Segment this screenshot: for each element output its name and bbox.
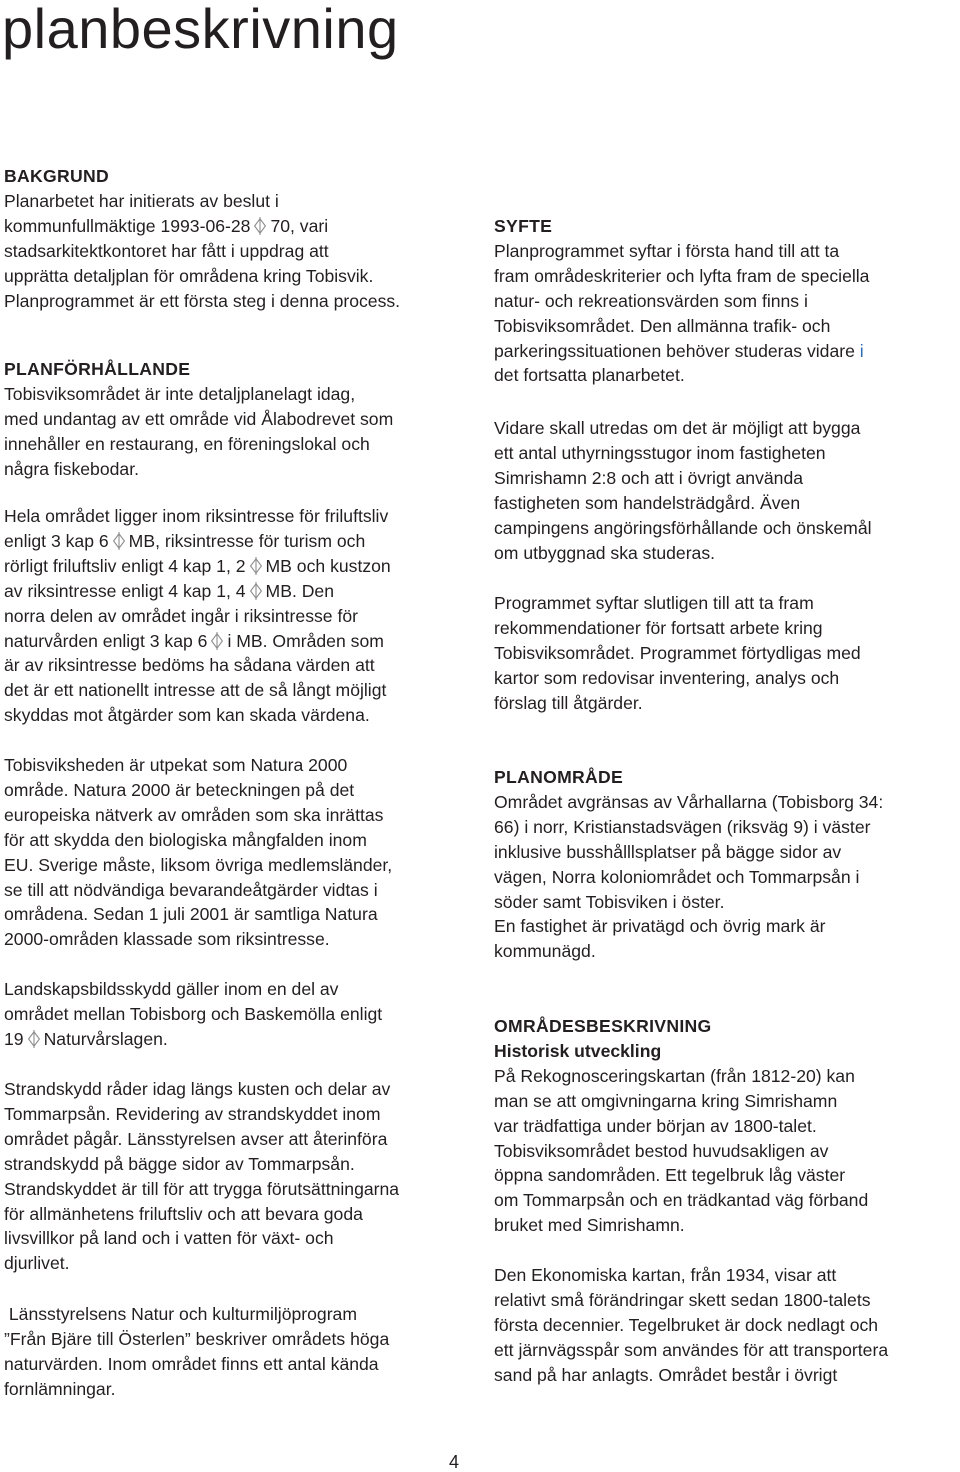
text-line: Strandskydd råder idag längs kusten och delar av (4, 1079, 391, 1099)
text-line: livsvillkor på land och i vatten för växt- och (4, 1228, 334, 1249)
text-line: om utbyggnad ska studeras. (494, 542, 716, 563)
heading-bakgrund: BAKGRUND (4, 166, 110, 186)
text-line: Tobisviksområdet. Den allmänna trafik- och (494, 315, 831, 336)
text-fragment: parkeringssituationen behöver studeras vidare (494, 340, 855, 361)
text-line: Planprogrammet syftar i första hand till att ta (494, 240, 840, 261)
text-line: Programmet syftar slutligen till att ta fram (494, 593, 814, 613)
text-line: Landskapsbildsskydd gäller inom en del av (4, 979, 339, 999)
text-line: Tobisviksområdet. Programmet förtydligas med (494, 642, 861, 663)
page-title: planbeskrivning (2, 0, 399, 60)
text-line: områdena. Sedan 1 juli 2001 är samtliga Natura (4, 904, 378, 925)
text-line: området pågår. Länsstyrelsen avser att återinföra (4, 1128, 388, 1149)
text-line: natur- och rekreationsvärden som finns i (494, 290, 808, 311)
section-omradesbeskrivning (494, 1014, 868, 1238)
text-line: se till att nödvändiga bevarandeåtgärder vidtas i (4, 879, 378, 900)
text-line: man se att omgivningarna kring Simrishamn (494, 1090, 838, 1111)
highlighted-letter: i (859, 340, 864, 361)
text-line: är av riksintresse bedöms ha sådana värden att (4, 655, 375, 676)
heading-syfte: SYFTE (494, 216, 553, 236)
text-line: Tobisviksområdet bestod huvudsakligen av (494, 1140, 829, 1161)
text-line: 2000-områden klassade som riksintresse. (4, 929, 330, 950)
text-line: Tobisviksområdet är inte detaljplanelagt idag, (4, 383, 356, 404)
text-line: EU. Sverige måste, liksom övriga medlemsländer, (4, 854, 393, 875)
text-line: Tobisviksheden är utpekat som Natura 2000 (4, 755, 348, 775)
text-line: stadsarkitektkontoret har fått i uppdrag att (4, 240, 329, 261)
section-vidare (494, 416, 872, 565)
text-line: vägen, Norra koloniområdet och Tommarpsån i (494, 866, 860, 887)
section-strandskydd (4, 1077, 399, 1276)
text-line: ”Från Bjäre till Österlen” beskriver områdets höga (4, 1328, 390, 1349)
section-planforhallande (4, 357, 393, 482)
text-line: kartor som redovisar inventering, analys och (494, 667, 840, 688)
text-line: Simrishamn 2:8 och att i övrigt använda (494, 467, 804, 488)
text-fragment: naturvården enligt 3 kap 6 (4, 630, 208, 651)
text-line: ett järnvägsspår som användes för att transportera (494, 1339, 889, 1360)
text-fragment: i MB. Områden som (227, 630, 384, 651)
text-fragment: 19 (4, 1028, 24, 1049)
text-line: för att skydda den biologiska mångfalden inom (4, 829, 367, 850)
text-line: fastigheten som handelsträdgård. Även (494, 492, 801, 513)
section-planomrade (494, 765, 883, 964)
text-line: relativt små förändringar skett sedan 1800-talets (494, 1289, 871, 1310)
text-fragment: enligt 3 kap 6 (4, 530, 109, 551)
section-riksintresse (4, 504, 391, 728)
text-fragment: MB, riksintresse för turism och (128, 530, 366, 551)
text-line: söder samt Tobisviken i öster. (494, 891, 725, 912)
heading-planforhallande: PLANFÖRHÅLLANDE (4, 359, 191, 379)
text-line: Vidare skall utredas om det är möjligt att bygga (494, 418, 861, 438)
section-sign-icon (249, 582, 263, 600)
text-line: inklusive busshålllsplatser på bägge sidor av (494, 841, 842, 862)
section-natura (4, 753, 392, 952)
text-line: om Tommarpsån och en trädkantad väg förband (494, 1190, 869, 1211)
section-syfte (494, 214, 869, 388)
text-line: Hela området ligger inom riksintresse för friluftsliv (4, 506, 389, 526)
text-line: kommunägd. (494, 941, 596, 962)
text-line: upprätta detaljplan för områdena kring Tobisvik. (4, 265, 374, 286)
text-line (4, 214, 400, 239)
text-line: naturvärden. Inom området finns ett antal kända (4, 1353, 379, 1374)
text-line: det är ett nationellt intresse att de så långt möjligt (4, 680, 387, 701)
text-line: rekommendationer för fortsatt arbete kring (494, 617, 823, 638)
heading-planomrade: PLANOMRÅDE (494, 767, 624, 787)
heading-omradesbeskrivning: OMRÅDESBESKRIVNING (494, 1016, 712, 1036)
text-line: Strandskyddet är till för att trygga förutsättningarna (4, 1178, 400, 1199)
text-line: första decennier. Tegelbruket är dock nedlagt och (494, 1314, 879, 1335)
text-line: norra delen av området ingår i riksintresse för (4, 605, 358, 626)
subheading-historisk-utveckling: Historisk utveckling (494, 1040, 662, 1061)
text-line: Området avgränsas av Vårhallarna (Tobisborg 34: (494, 791, 884, 812)
section-landskapsbildsskydd (4, 977, 382, 1052)
text-fragment: rörligt friluftsliv enligt 4 kap 1, 2 (4, 555, 246, 576)
text-line (4, 554, 391, 579)
text-line: var trädfattiga under början av 1800-talet. (494, 1115, 817, 1136)
text-line: Planprogrammet är ett första steg i denna process. (4, 290, 401, 311)
section-sign-icon (249, 557, 263, 575)
section-ekonomiska-kartan (494, 1263, 888, 1388)
text-line (4, 1027, 382, 1052)
text-line: skyddas mot åtgärder som kan skada värdena. (4, 705, 370, 726)
text-line: ett antal uthyrningsstugor inom fastigheten (494, 442, 826, 463)
text-line: område. Natura 2000 är beteckningen på det (4, 779, 355, 800)
text-line: fram områdeskriterier och lyfta fram de speciella (494, 265, 870, 286)
section-bakgrund (4, 164, 400, 313)
text-line: En fastighet är privatägd och övrig mark är (494, 916, 826, 937)
section-sign-icon (27, 1030, 41, 1048)
text-fragment: av riksintresse enligt 4 kap 1, 4 (4, 580, 246, 601)
text-line: öppna sandområden. Ett tegelbruk låg väster (494, 1165, 846, 1186)
text-fragment: MB och kustzon (265, 555, 391, 576)
text-fragment: 70, vari (270, 215, 329, 236)
text-line: förslag till åtgärder. (494, 692, 643, 713)
text-line: området mellan Tobisborg och Baskemölla enligt (4, 1003, 383, 1024)
text-line (494, 339, 869, 364)
section-sign-icon (210, 632, 224, 650)
text-line: Den Ekonomiska kartan, från 1934, visar att (494, 1265, 837, 1285)
text-line (4, 629, 391, 654)
text-line: strandskydd på bägge sidor av Tommarpsån. (4, 1153, 355, 1174)
text-line: 66) i norr, Kristianstadsvägen (riksväg 9) i väster (494, 816, 871, 837)
text-line: fornlämningar. (4, 1378, 116, 1399)
text-line: sand på har anlagts. Området består i övrigt (494, 1364, 838, 1385)
text-line: det fortsatta planarbetet. (494, 365, 685, 386)
page-number: 4 (449, 1452, 460, 1472)
section-sign-icon (112, 532, 126, 550)
text-fragment: Naturvårslagen. (43, 1028, 168, 1049)
section-sign-icon (253, 217, 267, 235)
text-line: På Rekognosceringskartan (från 1812-20) kan (494, 1065, 855, 1086)
text-line: Tommarpsån. Revidering av strandskyddet inom (4, 1103, 381, 1124)
text-line: djurlivet. (4, 1253, 70, 1274)
text-line: campingens angöringsförhållande och önskemål (494, 517, 872, 538)
text-line (4, 579, 391, 604)
section-programmet (494, 591, 861, 716)
text-line: Planarbetet har initierats av beslut i (4, 190, 279, 211)
text-fragment: MB. Den (265, 580, 334, 601)
text-line: för allmänhetens friluftsliv och att bevara goda (4, 1203, 363, 1224)
text-line: europeiska nätverk av områden som ska inrättas (4, 804, 384, 825)
section-kulturmiljoprogram (4, 1302, 389, 1402)
text-line: bruket med Simrishamn. (494, 1215, 685, 1236)
text-line: några fiskebodar. (4, 458, 139, 479)
text-line (4, 529, 391, 554)
text-line: Länsstyrelsens Natur och kulturmiljöprogram (4, 1304, 357, 1324)
text-fragment: kommunfullmäktige 1993-06-28 (4, 215, 251, 236)
text-line: innehåller en restaurang, en föreningslokal och (4, 433, 370, 454)
text-line: med undantag av ett område vid Ålabodrevet som (4, 408, 394, 429)
